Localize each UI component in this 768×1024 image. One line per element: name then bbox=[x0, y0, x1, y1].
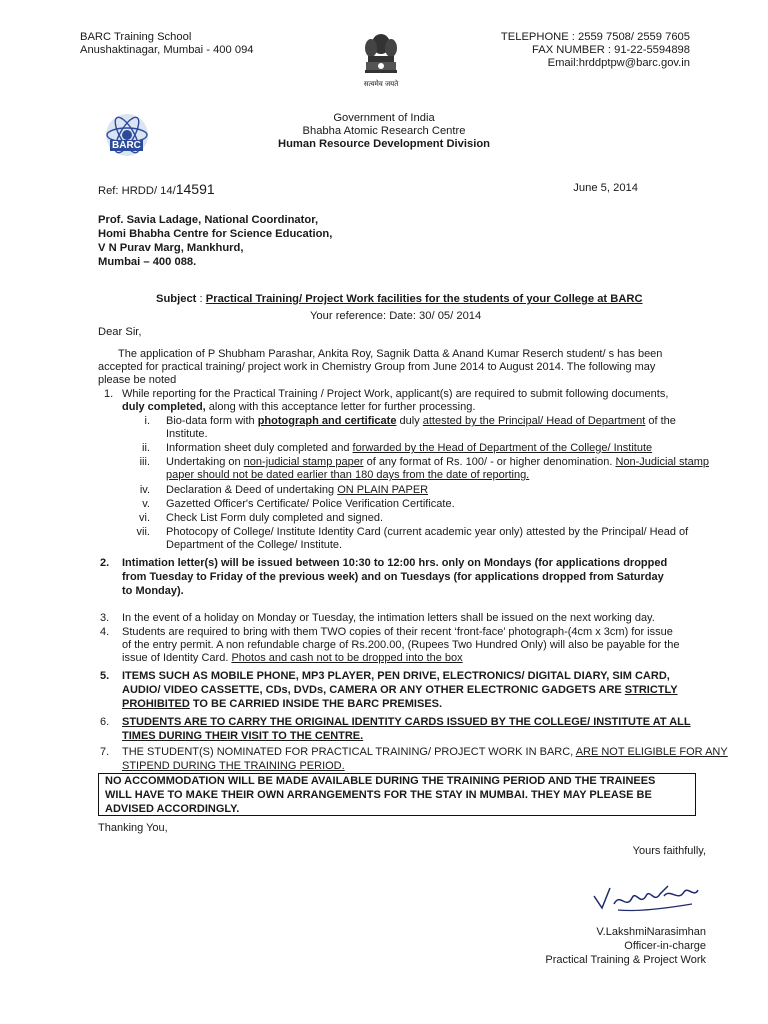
item-5-strictly: STRICTLY bbox=[624, 684, 678, 696]
sub-i-e: of the bbox=[645, 415, 676, 427]
sub-iv-number: iv. bbox=[139, 484, 150, 496]
recipient-line-1: Prof. Savia Ladage, National Coordinator, bbox=[98, 214, 319, 226]
sub-ii-forwarded: forwarded by the Head of Department of the College/ Institute bbox=[352, 442, 653, 454]
item-4-line-3 bbox=[122, 652, 463, 665]
item-2-line-1: Intimation letter(s) will be issued between 10:30 to 12:00 hrs. only on Mondays (for applications dropped bbox=[122, 557, 668, 569]
sub-iii-c: of any format of Rs. 100/ - or higher denomination. bbox=[363, 456, 616, 468]
sub-vi-number: vi. bbox=[139, 512, 150, 524]
recipient-line-2: Homi Bhabha Centre for Science Education, bbox=[98, 228, 333, 240]
sub-i-text bbox=[166, 415, 676, 428]
item-2-line-2: from Tuesday to Friday of the previous week) and on Tuesdays (for applications dropped from Saturday bbox=[122, 571, 664, 583]
signatory-name: V.LakshmiNarasimhan bbox=[596, 926, 706, 938]
sender-address: Anushaktinagar, Mumbai - 400 094 bbox=[80, 44, 254, 56]
sub-i-institute: Institute. bbox=[166, 428, 208, 440]
sub-ii-a: Information sheet duly completed and bbox=[166, 442, 353, 454]
sub-i-c: duly bbox=[396, 415, 423, 427]
notice-line-1: NO ACCOMMODATION WILL BE MADE AVAILABLE DURING THE TRAINING PERIOD AND THE TRAINEES bbox=[105, 775, 656, 787]
notice-line-2: WILL HAVE TO MAKE THEIR OWN ARRANGEMENTS FOR THE STAY IN MUMBAI. THEY MAY PLEASE BE bbox=[105, 789, 652, 801]
lion-capital-icon bbox=[360, 30, 402, 80]
sub-ii-number: ii. bbox=[142, 442, 150, 454]
item-7-not-eligible: ARE NOT ELIGIBLE FOR ANY bbox=[575, 746, 728, 758]
item-5-line-1: ITEMS SUCH AS MOBILE PHONE, MP3 PLAYER, PEN DRIVE, ELECTRONICS/ DIGITAL DIARY, SIM CARD, bbox=[122, 670, 670, 682]
item-6-number: 6. bbox=[100, 716, 110, 728]
yours-faithfully: Yours faithfully, bbox=[632, 845, 706, 857]
signatory-dept: Practical Training & Project Work bbox=[545, 954, 706, 966]
org-barc: Bhabha Atomic Research Centre bbox=[302, 125, 466, 137]
org-government: Government of India bbox=[333, 112, 435, 124]
sender-school: BARC Training School bbox=[80, 31, 192, 43]
item-1-line-a: While reporting for the Practical Training / Project Work, applicant(s) are required to submit following documents, bbox=[122, 388, 669, 400]
emblem-motto: सत्यमेव जयते bbox=[363, 80, 399, 88]
item-5-prohibited: PROHIBITED bbox=[122, 698, 190, 710]
sub-i-number: i. bbox=[144, 415, 150, 427]
salutation: Dear Sir, bbox=[98, 326, 142, 338]
sub-vii-line-2: Department of the College/ Institute. bbox=[166, 539, 343, 551]
email: Email:hrddptpw@barc.gov.in bbox=[547, 57, 690, 69]
item-5-line-2 bbox=[122, 684, 678, 697]
national-emblem bbox=[360, 30, 402, 92]
org-hrdd: Human Resource Development Division bbox=[278, 138, 490, 150]
subject-label: Subject bbox=[156, 293, 197, 305]
item-4-line-2: of the entry permit. A non refundable charge of Rs.200.00, (Rupees Two Hundred Only) will also be payable for the bbox=[122, 639, 680, 651]
item-5-line-3 bbox=[122, 698, 442, 711]
item-2-number: 2. bbox=[100, 557, 110, 569]
item-7-l1a: THE STUDENT(S) NOMINATED FOR PRACTICAL TRAINING/ PROJECT WORK IN BARC, bbox=[122, 746, 576, 758]
signatory-title: Officer-in-charge bbox=[624, 940, 706, 952]
sub-vi-text: Check List Form duly completed and signed. bbox=[166, 512, 384, 524]
sub-i-attested: attested by the Principal/ Head of Department bbox=[422, 415, 646, 427]
sub-iii-text bbox=[166, 456, 709, 469]
telephone: TELEPHONE : 2559 7508/ 2559 7605 bbox=[500, 31, 690, 43]
sub-iv-text bbox=[166, 484, 428, 497]
item-5-l3b: TO BE CARRIED INSIDE THE BARC PREMISES. bbox=[189, 698, 443, 710]
item-6-line-2: TIMES DURING THEIR VISIT TO THE CENTRE. bbox=[122, 730, 364, 742]
item-5-number: 5. bbox=[100, 670, 110, 682]
item-6-line-1: STUDENTS ARE TO CARRY THE ORIGINAL IDENTITY CARDS ISSUED BY THE COLLEGE/ INSTITUTE AT ALL bbox=[122, 716, 691, 728]
item-1-number: 1. bbox=[104, 388, 114, 400]
item-1-line-b bbox=[122, 401, 475, 414]
intro-line-2: accepted for practical training/ project work in Chemistry Group from June 2014 to August 2014. The following may bbox=[98, 361, 656, 373]
sub-iv-plain-paper: ON PLAIN PAPER bbox=[337, 484, 429, 496]
sub-vii-number: vii. bbox=[136, 526, 150, 538]
item-7-line-2: STIPEND DURING THE TRAINING PERIOD. bbox=[122, 760, 345, 772]
thanking-you: Thanking You, bbox=[98, 822, 168, 834]
subject-colon: : bbox=[196, 293, 206, 305]
sub-ii-text bbox=[166, 442, 652, 455]
item-5-l2a: AUDIO/ VIDEO CASSETTE, CDs, DVDs, CAMERA OR ANY OTHER ELECTRONIC GADGETS ARE bbox=[122, 684, 625, 696]
signature-icon bbox=[588, 874, 708, 918]
sub-v-number: v. bbox=[142, 498, 150, 510]
sub-i-photo: photograph and certificate bbox=[257, 415, 397, 427]
item-7-number: 7. bbox=[100, 746, 110, 758]
sub-iii-stamp: non-judicial stamp paper bbox=[243, 456, 364, 468]
sub-v-text: Gazetted Officer's Certificate/ Police Verification Certificate. bbox=[166, 498, 455, 510]
item-1-rest: along with this acceptance letter for further processing. bbox=[205, 401, 476, 413]
accommodation-notice bbox=[98, 773, 696, 816]
item-1-bold: duly completed, bbox=[122, 401, 206, 413]
sub-iv-a: Declaration & Deed of undertaking bbox=[166, 484, 338, 496]
item-2-line-3: to Monday). bbox=[122, 585, 184, 597]
item-3-number: 3. bbox=[100, 612, 110, 624]
fax-number: FAX NUMBER : 91-22-5594898 bbox=[532, 44, 690, 56]
sub-vii-text: Photocopy of College/ Institute Identity Card (current academic year only) attested by the Principal/ Head of bbox=[166, 526, 689, 538]
ref-number: 14591 bbox=[175, 181, 215, 197]
intro-line-1: The application of P Shubham Parashar, Ankita Roy, Sagnik Datta & Anand Kumar Reserch student/ s has been bbox=[118, 348, 663, 360]
logo-text: BARC bbox=[112, 140, 141, 151]
subject-text: Practical Training/ Project Work facilities for the students of your College at BARC bbox=[205, 293, 643, 305]
recipient-line-3: V N Purav Marg, Mankhurd, bbox=[98, 242, 244, 254]
item-4-l3a: issue of Identity Card. bbox=[122, 652, 232, 664]
ref-line bbox=[98, 183, 215, 199]
sub-i-a: Bio-data form with bbox=[166, 415, 258, 427]
item-7-line-1 bbox=[122, 746, 728, 759]
ref-prefix: Ref: HRDD/ 14/ bbox=[98, 185, 176, 197]
recipient-line-4: Mumbai – 400 088. bbox=[98, 256, 197, 268]
item-4-line-1: Students are required to bring with them TWO copies of their recent ‘front-face’ photograph-(4cm x 3cm) for issue bbox=[122, 626, 673, 638]
notice-line-3: ADVISED ACCORDINGLY. bbox=[105, 803, 240, 815]
subject-line bbox=[156, 293, 643, 307]
signature bbox=[588, 874, 708, 918]
item-4-photos-cash: Photos and cash not to be dropped into the box bbox=[231, 652, 463, 664]
your-reference: Your reference: Date: 30/ 05/ 2014 bbox=[310, 310, 482, 322]
sub-iii-d: Non-Judicial stamp bbox=[615, 456, 709, 468]
sub-iii-a: Undertaking on bbox=[166, 456, 244, 468]
sub-iii-number: iii. bbox=[139, 456, 150, 468]
item-3-line-1: In the event of a holiday on Monday or Tuesday, the intimation letters shall be issued on the next working day. bbox=[122, 612, 655, 624]
letter-date: June 5, 2014 bbox=[573, 182, 638, 194]
intro-line-3: please be noted bbox=[98, 374, 177, 386]
sub-iii-line-2: paper should not be dated earlier than 180 days from the date of reporting. bbox=[166, 469, 530, 481]
item-4-number: 4. bbox=[100, 626, 110, 638]
